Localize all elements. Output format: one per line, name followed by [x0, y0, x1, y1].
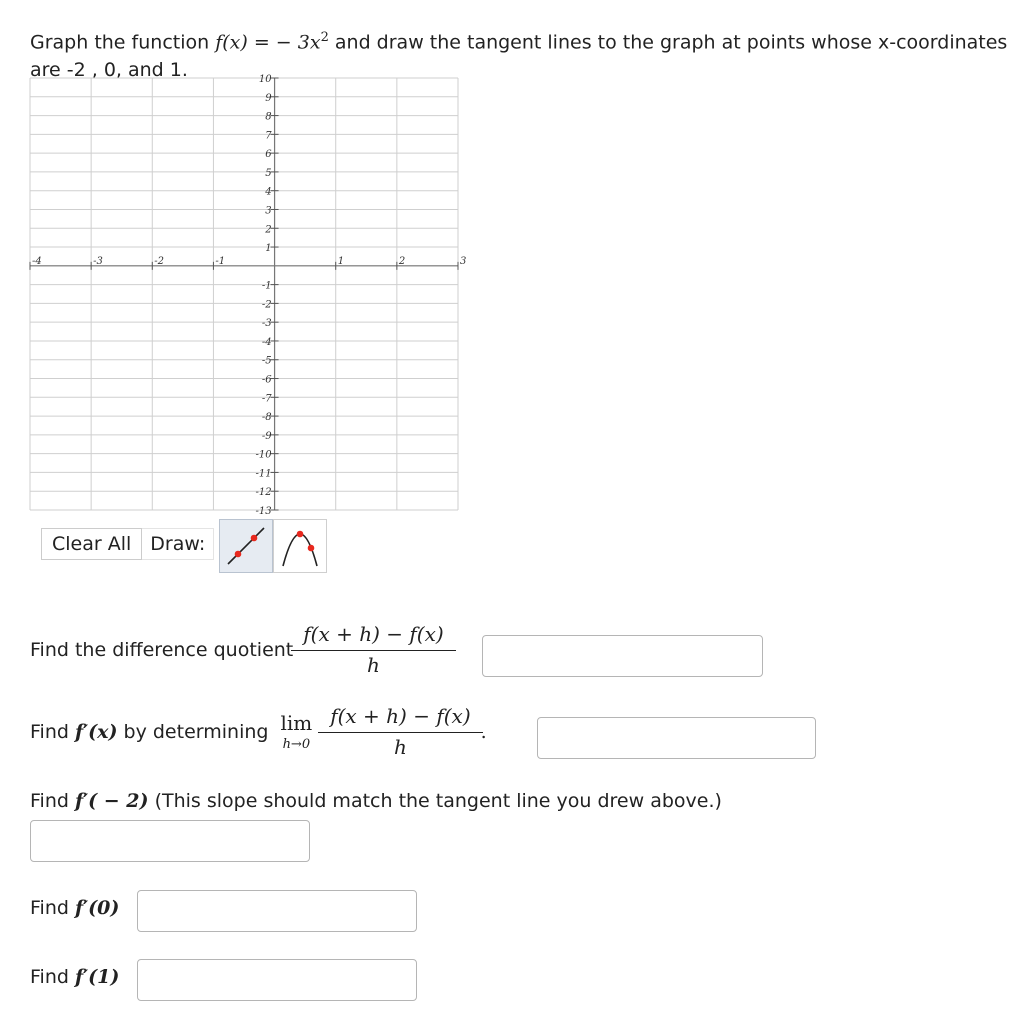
derivative-input[interactable]: [537, 717, 816, 759]
y-tick-label: -10: [255, 449, 272, 461]
y-tick-label: -6: [261, 374, 272, 386]
graph-canvas[interactable]: [0, 70, 470, 520]
q5-expr: f′(1): [74, 966, 120, 988]
x-tick-label: 3: [460, 255, 467, 267]
f-prime-0-row: [30, 897, 119, 919]
y-tick-label: -13: [255, 506, 272, 517]
x-tick-label: -1: [215, 255, 226, 267]
difference-quotient-row: [30, 622, 454, 677]
draw-label: Draw:: [142, 528, 214, 560]
y-tick-label: 5: [265, 167, 272, 179]
x-tick-label: -3: [93, 255, 103, 267]
q1-label: Find the difference quotient: [30, 638, 294, 661]
y-tick-label: -3: [261, 318, 272, 330]
y-axis-tick-labels: [255, 74, 272, 517]
graph-toolbar: [41, 519, 327, 573]
prompt-text-b: and draw the tangent lines to the graph at points whose x-coordinates are -2 , 0, and 1.: [30, 31, 1008, 82]
f-prime-neg2-row: [30, 790, 722, 812]
y-tick-label: -11: [255, 468, 272, 480]
q2-numerator: f(x + h) − f(x): [330, 704, 471, 728]
lim-text: lim: [280, 711, 313, 735]
q2-period: .: [480, 720, 487, 743]
f-prime-1-row: [30, 966, 119, 988]
y-tick-label: -4: [261, 336, 272, 348]
q1-denominator: h: [291, 650, 455, 677]
y-tick-label: 2: [265, 224, 272, 236]
q2-label-a: Find: [30, 720, 69, 743]
q4-label: Find: [30, 897, 69, 919]
parabola-tool-button[interactable]: [273, 519, 327, 573]
graph-grid: [30, 78, 458, 510]
y-tick-label: 3: [265, 205, 272, 217]
function-exponent: 2: [320, 30, 329, 45]
function-rhs: − 3x: [275, 31, 321, 54]
q2-fprime: f′(x): [74, 720, 118, 743]
q2-label-b: by determining: [123, 720, 269, 743]
q3-label-b: (This slope should match the tangent line you drew above.): [154, 790, 722, 812]
y-tick-label: 9: [265, 92, 272, 104]
f-prime-1-input[interactable]: [137, 959, 417, 1001]
line-tool-button[interactable]: [219, 519, 273, 573]
graph-axes: [30, 78, 458, 510]
f-prime-neg2-input[interactable]: [30, 820, 310, 862]
q4-expr: f′(0): [74, 897, 120, 919]
q2-denominator: h: [318, 732, 482, 759]
x-tick-label: 2: [398, 255, 406, 267]
y-tick-label: -7: [261, 393, 272, 405]
f-prime-0-input[interactable]: [137, 890, 417, 932]
y-tick-label: 1: [265, 243, 272, 255]
y-tick-label: 10: [258, 74, 272, 85]
q5-label: Find: [30, 966, 69, 988]
equals-sign: =: [253, 31, 270, 54]
y-tick-label: -9: [261, 430, 272, 442]
difference-quotient-input[interactable]: [482, 635, 763, 677]
limit-operator: [280, 711, 312, 752]
y-tick-label: 7: [265, 130, 272, 142]
difference-quotient-fraction: [297, 622, 449, 677]
x-tick-label: 1: [337, 255, 345, 267]
prompt-text-a: Graph the function: [30, 31, 210, 54]
x-axis-tick-labels: [32, 256, 466, 267]
y-tick-label: -12: [255, 487, 272, 499]
q1-numerator: f(x + h) − f(x): [303, 622, 444, 646]
function-lhs: f(x): [215, 31, 248, 54]
q3-label-a: Find: [30, 790, 69, 812]
x-tick-label: -4: [32, 255, 42, 267]
y-tick-label: 8: [265, 111, 272, 123]
y-tick-label: -2: [261, 299, 272, 311]
y-tick-label: 6: [265, 149, 272, 161]
clear-all-button[interactable]: Clear All: [41, 528, 142, 560]
y-tick-label: -5: [261, 355, 272, 367]
lim-subscript: h→0: [282, 737, 311, 752]
y-tick-label: -8: [261, 412, 272, 424]
line-tool-icon: [220, 520, 272, 572]
q3-expr: f′( − 2): [74, 790, 149, 812]
x-tick-label: -2: [154, 255, 165, 267]
y-tick-label: 4: [265, 186, 272, 198]
derivative-limit-row: [30, 704, 487, 759]
parabola-tool-icon: [274, 520, 326, 572]
limit-fraction: [324, 704, 476, 759]
y-tick-label: -1: [261, 280, 272, 292]
